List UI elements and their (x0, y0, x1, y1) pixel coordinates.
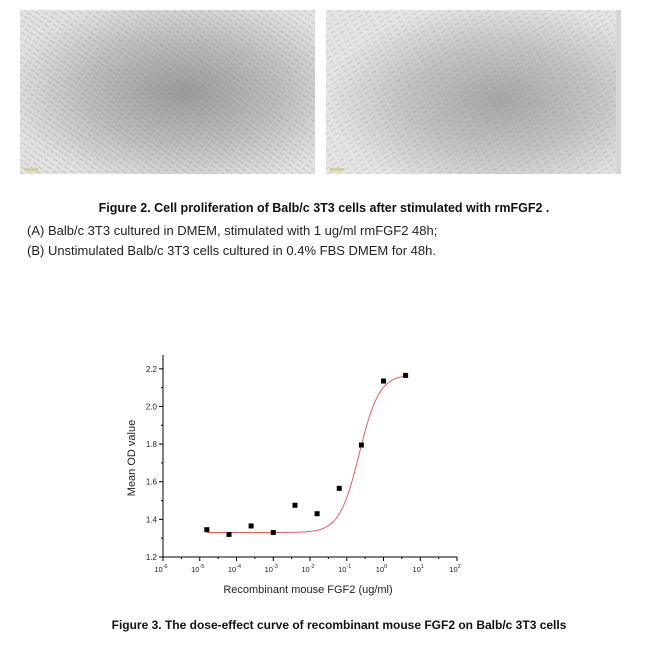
y-tick-label: 1.8 (145, 440, 157, 450)
x-axis-label: Recombinant mouse FGF2 (ug/ml) (223, 584, 393, 596)
data-point (226, 532, 231, 537)
micrograph-b (326, 10, 621, 174)
figure2-caption-b: (B) Unstimulated Balb/c 3T3 cells cultured in 0.4% FBS DMEM for 48h. (27, 243, 436, 258)
x-tick-label: $10^{-2}$ (301, 564, 315, 574)
data-point (403, 373, 408, 378)
x-tick-exponent: -2 (309, 564, 315, 570)
micrograph-a (20, 10, 315, 174)
x-tick-exponent: -1 (346, 564, 352, 570)
y-tick-label: 2.2 (145, 364, 157, 374)
figure2-caption-a: (A) Balb/c 3T3 cultured in DMEM, stimulated with 1 ug/ml rmFGF2 48h; (27, 223, 438, 238)
x-tick-exponent: -4 (236, 564, 242, 570)
data-point (249, 523, 254, 528)
data-point (315, 511, 320, 516)
data-point (381, 379, 386, 384)
data-point (204, 527, 209, 532)
x-tick-exponent: -6 (162, 564, 168, 570)
x-tick-label: $10^2$ (449, 564, 461, 574)
x-tick-label: $10^{-5}$ (191, 564, 205, 574)
y-axis-label: Mean OD value (126, 419, 138, 497)
dose-effect-chart (118, 350, 478, 600)
y-tick-label: 1.2 (145, 553, 157, 562)
data-point (359, 443, 364, 448)
y-tick-label: 1.4 (145, 515, 157, 525)
figure3-title: Figure 3. The dose-effect curve of recombinant mouse FGF2 on Balb/c 3T3 cells (111, 618, 567, 632)
x-tick-label: $10^{-3}$ (264, 564, 278, 574)
y-tick-label: 2.0 (145, 402, 157, 412)
x-tick-label: $10^1$ (412, 564, 424, 574)
x-tick-exponent: 2 (457, 564, 461, 570)
x-tick-exponent: 1 (420, 564, 424, 570)
x-tick-label: $10^{-4}$ (227, 564, 242, 574)
y-tick-label: 1.6 (145, 477, 157, 487)
data-point (271, 530, 276, 535)
x-tick-label: $10^0$ (375, 564, 388, 574)
x-tick-exponent: -3 (272, 564, 278, 570)
data-point (337, 486, 342, 491)
fit-curve (207, 376, 406, 533)
scale-bar (330, 168, 344, 171)
x-tick-label: $10^{-1}$ (338, 564, 352, 574)
x-tick-exponent: 0 (384, 564, 388, 570)
x-tick-exponent: -5 (199, 564, 205, 570)
data-point (292, 503, 297, 508)
x-tick-label: $10^{-6}$ (154, 564, 168, 574)
figure2-title: Figure 2. Cell proliferation of Balb/c 3T3 cells after stimulated with rmFGF2 . (98, 201, 550, 215)
scale-bar (24, 168, 38, 171)
